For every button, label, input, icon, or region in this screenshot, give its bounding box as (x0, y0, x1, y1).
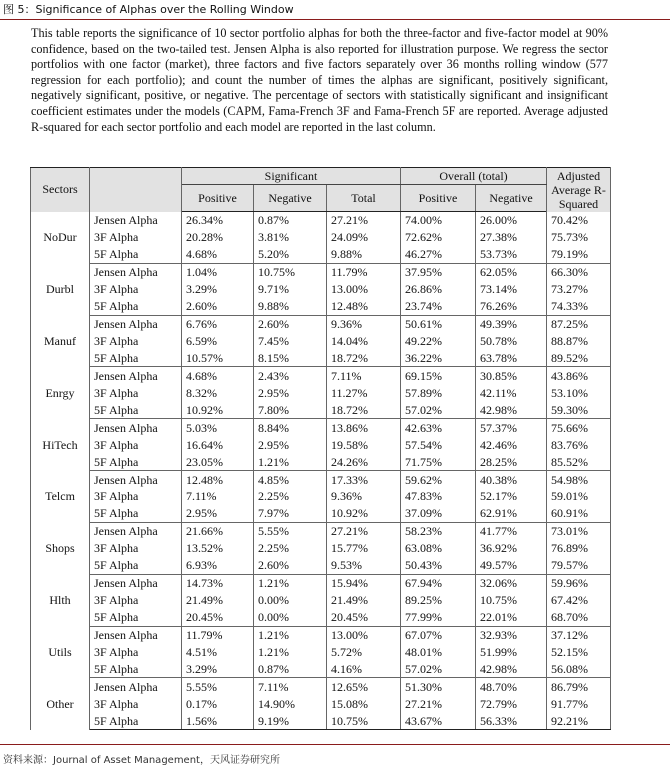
model-cell: 5F Alpha (90, 453, 182, 470)
sig-total-cell: 13.00% (327, 281, 401, 298)
sector-cell: NoDur (31, 212, 90, 264)
sig-total-cell: 9.53% (327, 557, 401, 574)
sig-total-cell: 18.72% (327, 401, 401, 418)
sig-negative-cell: 2.25% (254, 488, 327, 505)
adj-r2-cell: 59.96% (547, 574, 611, 591)
model-cell: 5F Alpha (90, 557, 182, 574)
overall-positive-cell: 51.30% (401, 678, 476, 695)
sig-total-cell: 7.11% (327, 367, 401, 384)
sig-negative-cell: 1.21% (254, 626, 327, 643)
sig-negative-cell: 1.21% (254, 643, 327, 660)
header-sig-negative: Negative (254, 185, 327, 212)
model-cell: 3F Alpha (90, 229, 182, 246)
sig-positive-cell: 3.29% (182, 660, 254, 677)
sig-positive-cell: 11.79% (182, 626, 254, 643)
table-row (31, 453, 611, 470)
adj-r2-cell: 86.79% (547, 678, 611, 695)
sector-cell: Hlth (31, 574, 90, 626)
sig-total-cell: 15.08% (327, 695, 401, 712)
sig-negative-cell: 9.71% (254, 281, 327, 298)
overall-positive-cell: 57.02% (401, 660, 476, 677)
sig-total-cell: 10.75% (327, 712, 401, 729)
sig-negative-cell: 7.80% (254, 401, 327, 418)
overall-positive-cell: 37.95% (401, 263, 476, 280)
overall-negative-cell: 52.17% (476, 488, 547, 505)
model-cell: Jensen Alpha (90, 471, 182, 488)
model-cell: Jensen Alpha (90, 574, 182, 591)
sig-positive-cell: 20.45% (182, 609, 254, 626)
adj-r2-cell: 85.52% (547, 453, 611, 470)
table-row (31, 712, 611, 729)
sig-negative-cell: 14.90% (254, 695, 327, 712)
overall-negative-cell: 56.33% (476, 712, 547, 729)
adj-r2-cell: 88.87% (547, 333, 611, 350)
sig-total-cell: 9.36% (327, 488, 401, 505)
overall-negative-cell: 57.37% (476, 419, 547, 436)
table-row (31, 471, 611, 488)
overall-positive-cell: 27.21% (401, 695, 476, 712)
adj-r2-cell: 73.01% (547, 522, 611, 539)
adj-r2-cell: 76.89% (547, 540, 611, 557)
table-row (31, 540, 611, 557)
model-cell: Jensen Alpha (90, 522, 182, 539)
overall-positive-cell: 63.08% (401, 540, 476, 557)
overall-negative-cell: 76.26% (476, 298, 547, 315)
sig-positive-cell: 2.60% (182, 298, 254, 315)
sig-negative-cell: 8.84% (254, 419, 327, 436)
sig-positive-cell: 5.55% (182, 678, 254, 695)
table-row (31, 401, 611, 418)
sig-total-cell: 19.58% (327, 436, 401, 453)
overall-positive-cell: 74.00% (401, 212, 476, 229)
table-row (31, 695, 611, 712)
table-row (31, 643, 611, 660)
sig-total-cell: 21.49% (327, 592, 401, 609)
adj-r2-cell: 52.15% (547, 643, 611, 660)
overall-positive-cell: 57.02% (401, 401, 476, 418)
overall-positive-cell: 37.09% (401, 505, 476, 522)
model-cell: 5F Alpha (90, 298, 182, 315)
table-row (31, 592, 611, 609)
overall-negative-cell: 72.79% (476, 695, 547, 712)
adj-r2-cell: 56.08% (547, 660, 611, 677)
table-row (31, 609, 611, 626)
adj-r2-cell: 67.42% (547, 592, 611, 609)
table-row (31, 626, 611, 643)
table-row (31, 419, 611, 436)
model-cell: 3F Alpha (90, 436, 182, 453)
sig-positive-cell: 26.34% (182, 212, 254, 229)
overall-negative-cell: 22.01% (476, 609, 547, 626)
sector-cell: Other (31, 678, 90, 730)
sig-positive-cell: 12.48% (182, 471, 254, 488)
overall-negative-cell: 51.99% (476, 643, 547, 660)
overall-positive-cell: 57.54% (401, 436, 476, 453)
overall-negative-cell: 10.75% (476, 592, 547, 609)
overall-positive-cell: 36.22% (401, 350, 476, 367)
overall-negative-cell: 26.00% (476, 212, 547, 229)
model-cell: 5F Alpha (90, 505, 182, 522)
adj-r2-cell: 79.19% (547, 246, 611, 263)
overall-negative-cell: 42.46% (476, 436, 547, 453)
sig-positive-cell: 16.64% (182, 436, 254, 453)
overall-negative-cell: 40.38% (476, 471, 547, 488)
sig-negative-cell: 2.95% (254, 436, 327, 453)
sig-positive-cell: 21.66% (182, 522, 254, 539)
header-sectors: Sectors (31, 168, 90, 212)
sig-total-cell: 24.09% (327, 229, 401, 246)
overall-positive-cell: 47.83% (401, 488, 476, 505)
sig-negative-cell: 9.88% (254, 298, 327, 315)
sig-total-cell: 17.33% (327, 471, 401, 488)
overall-negative-cell: 62.91% (476, 505, 547, 522)
sector-cell: Manuf (31, 315, 90, 367)
overall-positive-cell: 77.99% (401, 609, 476, 626)
overall-positive-cell: 71.75% (401, 453, 476, 470)
header-sig-positive: Positive (182, 185, 254, 212)
table-row (31, 384, 611, 401)
model-cell: 3F Alpha (90, 592, 182, 609)
sector-cell: Telcm (31, 471, 90, 523)
overall-positive-cell: 42.63% (401, 419, 476, 436)
table-row (31, 678, 611, 695)
table-row (31, 574, 611, 591)
sig-positive-cell: 20.28% (182, 229, 254, 246)
sector-cell: HiTech (31, 419, 90, 471)
sig-positive-cell: 3.29% (182, 281, 254, 298)
sig-total-cell: 14.04% (327, 333, 401, 350)
adj-r2-cell: 75.66% (547, 419, 611, 436)
overall-negative-cell: 50.78% (476, 333, 547, 350)
header-sig-total: Total (327, 185, 401, 212)
source-divider (0, 744, 670, 745)
table-row (31, 246, 611, 263)
table-row (31, 315, 611, 332)
overall-positive-cell: 46.27% (401, 246, 476, 263)
source-note: 资料来源：Journal of Asset Management，天风证券研究所 (3, 755, 280, 766)
sig-total-cell: 9.88% (327, 246, 401, 263)
overall-positive-cell: 43.67% (401, 712, 476, 729)
sig-total-cell: 11.79% (327, 263, 401, 280)
sig-total-cell: 11.27% (327, 384, 401, 401)
overall-negative-cell: 30.85% (476, 367, 547, 384)
adj-r2-cell: 68.70% (547, 609, 611, 626)
overall-positive-cell: 58.23% (401, 522, 476, 539)
adj-r2-cell: 83.76% (547, 436, 611, 453)
sig-negative-cell: 2.25% (254, 540, 327, 557)
sig-total-cell: 13.86% (327, 419, 401, 436)
sig-positive-cell: 2.95% (182, 505, 254, 522)
sig-positive-cell: 0.17% (182, 695, 254, 712)
model-cell: 5F Alpha (90, 246, 182, 263)
sig-negative-cell: 1.21% (254, 574, 327, 591)
model-cell: 3F Alpha (90, 695, 182, 712)
sig-total-cell: 13.00% (327, 626, 401, 643)
model-cell: 5F Alpha (90, 401, 182, 418)
overall-positive-cell: 48.01% (401, 643, 476, 660)
sig-total-cell: 20.45% (327, 609, 401, 626)
table-row (31, 350, 611, 367)
sig-negative-cell: 0.00% (254, 592, 327, 609)
adj-r2-cell: 66.30% (547, 263, 611, 280)
overall-negative-cell: 42.11% (476, 384, 547, 401)
sig-total-cell: 18.72% (327, 350, 401, 367)
header-adjusted-r2: Adjusted Average R-Squared (547, 168, 611, 212)
overall-positive-cell: 26.86% (401, 281, 476, 298)
adj-r2-cell: 54.98% (547, 471, 611, 488)
overall-negative-cell: 53.73% (476, 246, 547, 263)
table-row (31, 488, 611, 505)
header-significant: Significant (182, 168, 401, 185)
model-cell: 3F Alpha (90, 540, 182, 557)
overall-negative-cell: 41.77% (476, 522, 547, 539)
sig-positive-cell: 4.68% (182, 246, 254, 263)
overall-negative-cell: 48.70% (476, 678, 547, 695)
model-cell: Jensen Alpha (90, 315, 182, 332)
sector-cell: Utils (31, 626, 90, 678)
sig-positive-cell: 10.92% (182, 401, 254, 418)
model-cell: Jensen Alpha (90, 419, 182, 436)
overall-negative-cell: 28.25% (476, 453, 547, 470)
overall-positive-cell: 89.25% (401, 592, 476, 609)
model-cell: 5F Alpha (90, 609, 182, 626)
model-cell: Jensen Alpha (90, 367, 182, 384)
model-cell: Jensen Alpha (90, 263, 182, 280)
significance-table (30, 167, 611, 730)
sig-positive-cell: 1.04% (182, 263, 254, 280)
sig-total-cell: 27.21% (327, 212, 401, 229)
adj-r2-cell: 75.73% (547, 229, 611, 246)
overall-negative-cell: 63.78% (476, 350, 547, 367)
sig-positive-cell: 4.68% (182, 367, 254, 384)
sig-positive-cell: 14.73% (182, 574, 254, 591)
table-row (31, 333, 611, 350)
sig-negative-cell: 0.00% (254, 609, 327, 626)
sig-negative-cell: 2.60% (254, 557, 327, 574)
figure-title: 图 5：Significance of Alphas over the Rolling Window (3, 3, 294, 16)
overall-positive-cell: 59.62% (401, 471, 476, 488)
sig-total-cell: 15.94% (327, 574, 401, 591)
overall-negative-cell: 73.14% (476, 281, 547, 298)
table-row (31, 212, 611, 229)
table-row (31, 229, 611, 246)
table-row (31, 557, 611, 574)
overall-positive-cell: 67.94% (401, 574, 476, 591)
adj-r2-cell: 73.27% (547, 281, 611, 298)
table-row (31, 436, 611, 453)
sig-negative-cell: 8.15% (254, 350, 327, 367)
sig-negative-cell: 10.75% (254, 263, 327, 280)
sig-negative-cell: 5.55% (254, 522, 327, 539)
adj-r2-cell: 53.10% (547, 384, 611, 401)
sig-negative-cell: 3.81% (254, 229, 327, 246)
header-overall-negative: Negative (476, 185, 547, 212)
adj-r2-cell: 87.25% (547, 315, 611, 332)
overall-negative-cell: 36.92% (476, 540, 547, 557)
sig-positive-cell: 21.49% (182, 592, 254, 609)
table-row (31, 298, 611, 315)
table-row (31, 281, 611, 298)
sig-total-cell: 4.16% (327, 660, 401, 677)
overall-positive-cell: 67.07% (401, 626, 476, 643)
overall-positive-cell: 50.61% (401, 315, 476, 332)
table-row (31, 367, 611, 384)
table-description: This table reports the significance of 10 sector portfolio alphas for both the three-factor and five-factor model at 90% confidence, based on the two-tailed test. Jensen Alpha is also reported for illustration purpose. We regress the sector portfolios with one factor (market), three factors and five factors separately over 36 months rolling window (577 regression for each portfolio); and count the number of times the alphas are significant, positively significant, negatively significant, positive, or negative. The percentage of sectors with statistically significant and insignificant coefficient estimates under the models (CAPM, Fama-French 3F and Fama-French 5F are reported. Average adjusted R-squared for each sector portfolio and each model are reported in the last column. (31, 26, 608, 134)
model-cell: 3F Alpha (90, 384, 182, 401)
adj-r2-cell: 92.21% (547, 712, 611, 729)
sig-total-cell: 27.21% (327, 522, 401, 539)
overall-negative-cell: 49.39% (476, 315, 547, 332)
overall-negative-cell: 42.98% (476, 660, 547, 677)
model-cell: 3F Alpha (90, 333, 182, 350)
overall-positive-cell: 72.62% (401, 229, 476, 246)
model-cell: Jensen Alpha (90, 212, 182, 229)
sig-positive-cell: 1.56% (182, 712, 254, 729)
sig-negative-cell: 2.43% (254, 367, 327, 384)
model-cell: 5F Alpha (90, 350, 182, 367)
model-cell: 3F Alpha (90, 643, 182, 660)
adj-r2-cell: 43.86% (547, 367, 611, 384)
sig-positive-cell: 6.59% (182, 333, 254, 350)
sig-positive-cell: 6.93% (182, 557, 254, 574)
sig-positive-cell: 6.76% (182, 315, 254, 332)
sig-positive-cell: 7.11% (182, 488, 254, 505)
sig-total-cell: 24.26% (327, 453, 401, 470)
overall-positive-cell: 69.15% (401, 367, 476, 384)
sig-positive-cell: 13.52% (182, 540, 254, 557)
overall-negative-cell: 32.93% (476, 626, 547, 643)
sector-cell: Enrgy (31, 367, 90, 419)
overall-positive-cell: 57.89% (401, 384, 476, 401)
overall-negative-cell: 49.57% (476, 557, 547, 574)
sig-positive-cell: 8.32% (182, 384, 254, 401)
overall-positive-cell: 49.22% (401, 333, 476, 350)
overall-negative-cell: 42.98% (476, 401, 547, 418)
sig-total-cell: 12.65% (327, 678, 401, 695)
sig-negative-cell: 2.95% (254, 384, 327, 401)
sig-total-cell: 12.48% (327, 298, 401, 315)
table-body (31, 212, 611, 730)
model-cell: 3F Alpha (90, 281, 182, 298)
title-divider (0, 19, 670, 20)
header-overall: Overall (total) (401, 168, 547, 185)
adj-r2-cell: 59.01% (547, 488, 611, 505)
sig-negative-cell: 4.85% (254, 471, 327, 488)
sig-negative-cell: 0.87% (254, 212, 327, 229)
sig-negative-cell: 7.45% (254, 333, 327, 350)
header-overall-positive: Positive (401, 185, 476, 212)
sig-total-cell: 15.77% (327, 540, 401, 557)
sector-cell: Durbl (31, 263, 90, 315)
overall-positive-cell: 23.74% (401, 298, 476, 315)
sig-positive-cell: 5.03% (182, 419, 254, 436)
sig-total-cell: 5.72% (327, 643, 401, 660)
adj-r2-cell: 60.91% (547, 505, 611, 522)
table-row (31, 505, 611, 522)
sig-negative-cell: 5.20% (254, 246, 327, 263)
overall-negative-cell: 32.06% (476, 574, 547, 591)
sig-positive-cell: 10.57% (182, 350, 254, 367)
model-cell: Jensen Alpha (90, 678, 182, 695)
adj-r2-cell: 70.42% (547, 212, 611, 229)
table-row (31, 263, 611, 280)
model-cell: 3F Alpha (90, 488, 182, 505)
adj-r2-cell: 89.52% (547, 350, 611, 367)
model-cell: Jensen Alpha (90, 626, 182, 643)
table-row (31, 522, 611, 539)
sig-negative-cell: 7.97% (254, 505, 327, 522)
sig-positive-cell: 4.51% (182, 643, 254, 660)
model-cell: 5F Alpha (90, 712, 182, 729)
model-cell: 5F Alpha (90, 660, 182, 677)
sig-total-cell: 10.92% (327, 505, 401, 522)
sig-positive-cell: 23.05% (182, 453, 254, 470)
sig-negative-cell: 2.60% (254, 315, 327, 332)
adj-r2-cell: 74.33% (547, 298, 611, 315)
sig-negative-cell: 9.19% (254, 712, 327, 729)
sig-total-cell: 9.36% (327, 315, 401, 332)
overall-negative-cell: 62.05% (476, 263, 547, 280)
adj-r2-cell: 59.30% (547, 401, 611, 418)
adj-r2-cell: 79.57% (547, 557, 611, 574)
table-row (31, 660, 611, 677)
sig-negative-cell: 1.21% (254, 453, 327, 470)
overall-positive-cell: 50.43% (401, 557, 476, 574)
sector-cell: Shops (31, 522, 90, 574)
sig-negative-cell: 7.11% (254, 678, 327, 695)
adj-r2-cell: 37.12% (547, 626, 611, 643)
sig-negative-cell: 0.87% (254, 660, 327, 677)
overall-negative-cell: 27.38% (476, 229, 547, 246)
header-model (90, 168, 182, 212)
adj-r2-cell: 91.77% (547, 695, 611, 712)
